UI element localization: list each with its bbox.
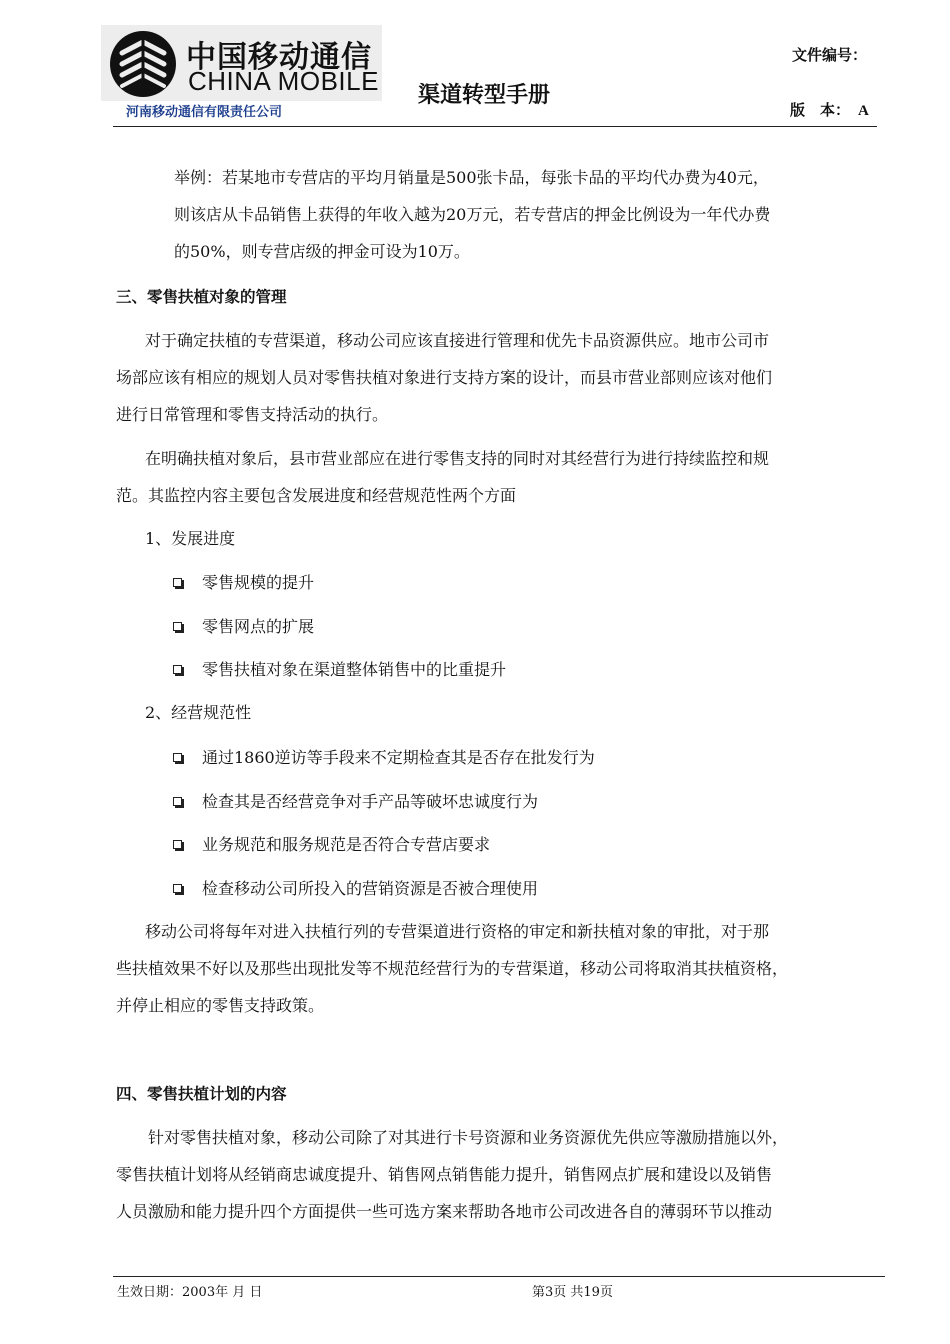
list-item: 零售扶植对象在渠道整体销售中的比重提升 xyxy=(202,660,507,679)
section-heading: 四、零售扶植计划的内容 xyxy=(116,1085,287,1103)
paragraph-line: 针对零售扶植对象，移动公司除了对其进行卡号资源和业务资源优先供应等激励措施以外， xyxy=(148,1128,789,1147)
paragraph-line: 些扶植效果不好以及那些出现批发等不规范经营行为的专营渠道，移动公司将取消其扶植资格， xyxy=(116,959,789,978)
version-field xyxy=(790,99,869,120)
list-item: 通过1860逆访等手段来不定期检查其是否存在批发行为 xyxy=(202,748,595,767)
example-line: 则该店从卡品销售上获得的年收入越为20万元，若专营店的押金比例设为一年代办费 xyxy=(174,205,771,224)
example-line: 举例：若某地市专营店的平均月销量是500张卡品，每张卡品的平均代办费为40元， xyxy=(174,168,769,187)
footer-divider xyxy=(113,1276,885,1277)
effective-date: 生效日期：2003年 月 日 xyxy=(117,1285,263,1300)
list-item: 检查其是否经营竞争对手产品等破坏忠诚度行为 xyxy=(202,792,539,811)
paragraph-line: 对于确定扶植的专营渠道，移动公司应该直接进行管理和优先卡品资源供应。地市公司市 xyxy=(145,331,770,350)
document-title: 渠道转型手册 xyxy=(418,83,551,108)
paragraph-line: 在明确扶植对象后，县市营业部应在进行零售支持的同时对其经营行为进行持续监控和规 xyxy=(145,449,770,468)
version-value: A xyxy=(858,103,869,119)
paragraph-line: 并停止相应的零售支持政策。 xyxy=(116,996,325,1015)
file-number-label: 文件编号： xyxy=(792,46,868,64)
paragraph-line: 场部应该有相应的规划人员对零售扶植对象进行支持方案的设计，而县市营业部则应该对他们 xyxy=(116,368,773,387)
paragraph-line: 零售扶植计划将从经销商忠诚度提升、销售网点销售能力提升，销售网点扩展和建设以及销售 xyxy=(116,1165,773,1184)
checkbox-bullet-icon xyxy=(173,884,182,893)
logo-english-text: CHINA MOBILE xyxy=(188,66,379,96)
checkbox-bullet-icon xyxy=(173,840,182,849)
list-item: 业务规范和服务规范是否符合专营店要求 xyxy=(202,835,491,854)
checkbox-bullet-icon xyxy=(173,578,182,587)
checkbox-bullet-icon xyxy=(173,622,182,631)
version-label: 版 本： xyxy=(790,101,851,119)
checkbox-bullet-icon xyxy=(173,753,182,762)
subsection-heading: 2、经营规范性 xyxy=(145,703,252,722)
checkbox-bullet-icon xyxy=(173,797,182,806)
paragraph-line: 人员激励和能力提升四个方面提供一些可选方案来帮助各地市公司改进各自的薄弱环节以推动 xyxy=(116,1202,773,1221)
header-divider xyxy=(113,126,877,127)
list-item: 检查移动公司所投入的营销资源是否被合理使用 xyxy=(202,879,539,898)
company-name: 河南移动通信有限责任公司 xyxy=(126,105,283,120)
checkbox-bullet-icon xyxy=(173,665,182,674)
section-heading: 三、零售扶植对象的管理 xyxy=(116,288,287,306)
china-mobile-logo-icon xyxy=(108,29,178,99)
paragraph-line: 范。其监控内容主要包含发展进度和经营规范性两个方面 xyxy=(116,486,517,505)
page-number: 第3页 共19页 xyxy=(532,1285,613,1300)
subsection-heading: 1、发展进度 xyxy=(145,529,236,548)
list-item: 零售规模的提升 xyxy=(202,573,315,592)
paragraph-line: 移动公司将每年对进入扶植行列的专营渠道进行资格的审定和新扶植对象的审批，对于那 xyxy=(145,922,770,941)
paragraph-line: 进行日常管理和零售支持活动的执行。 xyxy=(116,405,389,424)
example-line: 的50%，则专营店级的押金可设为10万。 xyxy=(174,242,470,261)
list-item: 零售网点的扩展 xyxy=(202,617,315,636)
logo-chinese-text: 中国移动通信 xyxy=(186,40,372,75)
